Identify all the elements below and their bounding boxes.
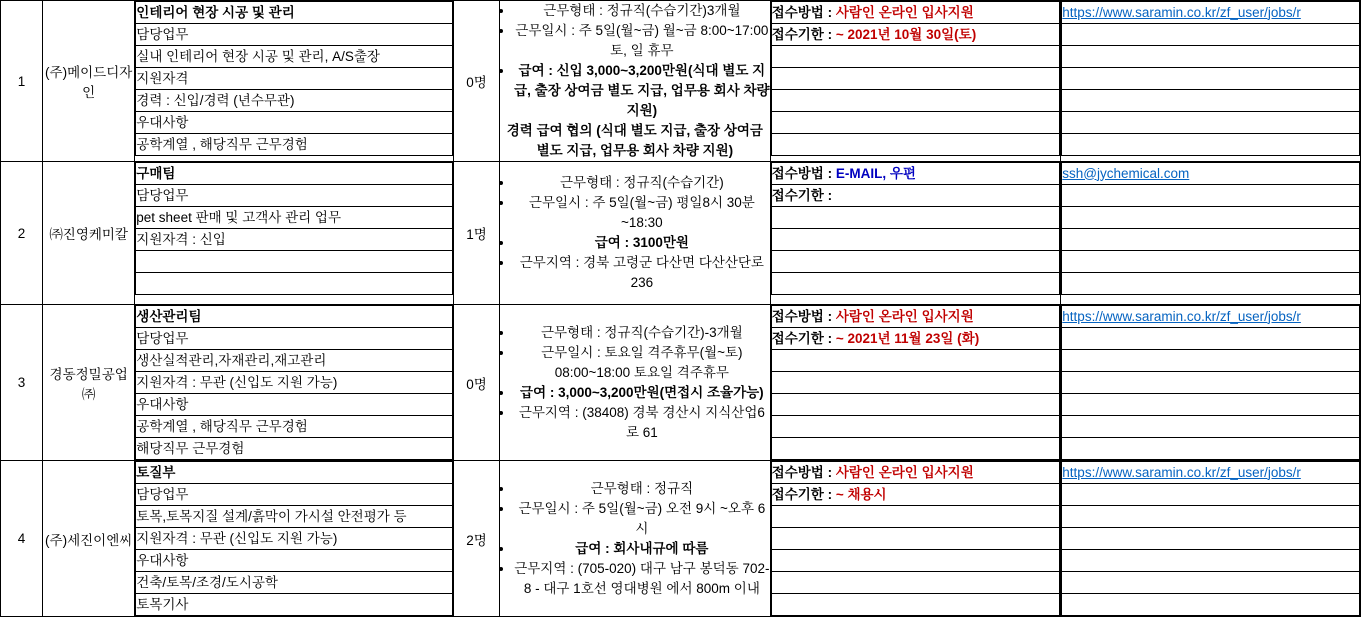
apply-line (771, 506, 1060, 528)
work-condition-item: • 급여 : 3,000~3,200만원(면접시 조율가능) (514, 383, 770, 403)
empty-link-line (1062, 372, 1360, 394)
work-condition-item: • 근무지역 : (38408) 경북 경산시 지식산업6로 61 (514, 403, 770, 443)
job-detail-cell (135, 461, 454, 617)
apply-line (771, 229, 1060, 251)
apply-label: 접수기한 : (771, 187, 833, 203)
company-name: ㈜진영케미칼 (43, 162, 135, 305)
job-detail-line: 토질부 (136, 462, 453, 484)
job-detail-cell (135, 305, 454, 461)
work-condition-item: • 근무형태 : 정규직(수습기간) (514, 173, 770, 193)
hiring-count: 2명 (453, 461, 499, 617)
company-name: (주)세진이엔씨 (43, 461, 135, 617)
work-conditions-cell (500, 461, 771, 617)
work-condition-item: • 근무일시 : 토요일 격주휴무(월~토) 08:00~18:00 토요일 격주휴무 (514, 343, 770, 383)
empty-link-line (1062, 90, 1360, 112)
job-detail-line: 토목,토목지질 설계/흙막이 가시설 안전평가 등 (136, 506, 453, 528)
apply-line (771, 90, 1060, 112)
apply-line (771, 24, 1060, 46)
work-condition-note: 경력 급여 협의 (식대 별도 지급, 출장 상여금 별도 지급, 업무용 회사 차량 지원) (506, 123, 763, 158)
apply-line (771, 394, 1060, 416)
apply-line (771, 350, 1060, 372)
row-number: 2 (1, 162, 43, 305)
apply-value: 사람인 온라인 입사지원 (835, 464, 974, 480)
job-detail-line: 우대사항 (136, 394, 453, 416)
apply-line (771, 163, 1060, 185)
work-conditions-cell (500, 1, 771, 162)
job-detail-line: 지원자격 (136, 68, 453, 90)
empty-link-line (1062, 24, 1360, 46)
apply-label: 접수기한 : (771, 486, 836, 502)
empty-link-line (1062, 112, 1360, 134)
job-detail-line: 생산관리팀 (136, 306, 453, 328)
apply-line (771, 112, 1060, 134)
apply-value: 사람인 온라인 입사지원 (835, 308, 974, 324)
apply-line (771, 438, 1060, 460)
empty-link-line (1062, 207, 1360, 229)
apply-line (771, 251, 1060, 273)
job-detail-line: 공학계열 , 해당직무 근무경험 (136, 134, 453, 156)
empty-link-line (1062, 438, 1360, 460)
job-detail-line (136, 251, 453, 273)
work-conditions-cell (500, 305, 771, 461)
empty-link-line (1062, 550, 1360, 572)
work-condition-item: • 근무지역 : 경북 고령군 다산면 다산산단로 236 (514, 253, 770, 293)
job-detail-cell (135, 162, 454, 305)
empty-link-line (1062, 594, 1360, 616)
apply-value: ~ 2021년 10월 30일(토) (835, 26, 977, 42)
job-detail-line: 우대사항 (136, 550, 453, 572)
empty-link-line (1062, 68, 1360, 90)
apply-link-cell[interactable] (1061, 461, 1361, 617)
apply-method-cell (770, 461, 1061, 617)
company-name: (주)메이드디자인 (43, 1, 135, 162)
job-detail-line: 해당직무 근무경험 (136, 438, 453, 460)
apply-label: 접수방법 : (771, 464, 836, 480)
apply-label: 접수기한 : (771, 330, 836, 346)
apply-line (771, 134, 1060, 156)
job-detail-line: 지원자격 : 무관 (신입도 지원 가능) (136, 528, 453, 550)
company-name: 경동정밀공업㈜ (43, 305, 135, 461)
apply-line (771, 416, 1060, 438)
job-detail-line (136, 273, 453, 295)
apply-link-cell[interactable] (1061, 305, 1361, 461)
job-detail-line: 구매팀 (136, 163, 453, 185)
work-condition-item: • 근무지역 : (705-020) 대구 남구 봉덕동 702-8 - 대구 1호선 영대병원 에서 800m 이내 (514, 559, 770, 599)
job-detail-line: 담당업무 (136, 328, 453, 350)
hiring-count: 0명 (453, 1, 499, 162)
apply-line (771, 528, 1060, 550)
apply-line (771, 273, 1060, 295)
job-detail-line: 담당업무 (136, 484, 453, 506)
apply-url-link[interactable]: https://www.saramin.co.kr/zf_user/jobs/r (1062, 4, 1301, 20)
apply-line (771, 572, 1060, 594)
hiring-count: 0명 (453, 305, 499, 461)
apply-value: ~ 채용시 (835, 486, 887, 502)
empty-link-line (1062, 229, 1360, 251)
work-condition-item: • 근무일시 : 주 5일(월~금) 월~금 8:00~17:00 토, 일 휴무 (514, 21, 770, 61)
apply-value: ~ 2021년 11월 23일 (화) (835, 330, 980, 346)
empty-link-line (1062, 273, 1360, 295)
row-number: 3 (1, 305, 43, 461)
apply-method-cell (770, 1, 1061, 162)
apply-line (771, 462, 1060, 484)
apply-line (771, 2, 1060, 24)
work-condition-item: • 급여 : 신입 3,000~3,200만원(식대 별도 지급, 출장 상여금 별도 지급, 업무용 회사 차량 지원) (514, 61, 770, 121)
job-detail-line: 토목기사 (136, 594, 453, 616)
job-detail-line: 경력 : 신입/경력 (년수무관) (136, 90, 453, 112)
apply-label: 접수기한 : (771, 26, 836, 42)
apply-line (771, 594, 1060, 616)
empty-link-line (1062, 416, 1360, 438)
empty-link-line (1062, 350, 1360, 372)
table-row (1, 461, 1361, 617)
empty-link-line (1062, 185, 1360, 207)
table-row (1, 162, 1361, 305)
work-condition-item: • 근무형태 : 정규직 (514, 479, 770, 499)
job-detail-line: 건축/토목/조경/도시공학 (136, 572, 453, 594)
apply-line (771, 372, 1060, 394)
empty-link-line (1062, 46, 1360, 68)
job-detail-line: 실내 인테리어 현장 시공 및 관리, A/S출장 (136, 46, 453, 68)
job-detail-cell (135, 1, 454, 162)
job-detail-line: 우대사항 (136, 112, 453, 134)
apply-method-cell (770, 305, 1061, 461)
apply-value: 사람인 온라인 입사지원 (835, 4, 974, 20)
apply-line (771, 68, 1060, 90)
apply-url-link[interactable]: https://www.saramin.co.kr/zf_user/jobs/r (1062, 308, 1301, 324)
apply-line (771, 46, 1060, 68)
job-detail-line: 담당업무 (136, 24, 453, 46)
empty-link-line (1062, 251, 1360, 273)
empty-link-line (1062, 506, 1360, 528)
job-detail-line: 인테리어 현장 시공 및 관리 (136, 2, 453, 24)
empty-link-line (1062, 484, 1360, 506)
apply-url-link[interactable]: https://www.saramin.co.kr/zf_user/jobs/r (1062, 464, 1301, 480)
apply-label: 접수방법 : (771, 4, 836, 20)
row-number: 1 (1, 1, 43, 162)
table-row (1, 1, 1361, 162)
empty-link-line (1062, 394, 1360, 416)
table-row (1, 305, 1361, 461)
apply-url-link[interactable]: ssh@jychemical.com (1062, 165, 1190, 181)
empty-link-line (1062, 328, 1360, 350)
job-detail-line: 지원자격 : 신입 (136, 229, 453, 251)
apply-line (771, 306, 1060, 328)
job-detail-line: 지원자격 : 무관 (신입도 지원 가능) (136, 372, 453, 394)
apply-label: 접수방법 : (771, 165, 836, 181)
hiring-count: 1명 (453, 162, 499, 305)
apply-label: 접수방법 : (771, 308, 836, 324)
work-condition-item: • 근무일시 : 주 5일(월~금) 오전 9시 ~오후 6시 (514, 499, 770, 539)
apply-link-cell[interactable] (1061, 162, 1361, 305)
apply-line (771, 328, 1060, 350)
job-detail-line: 공학계열 , 해당직무 근무경험 (136, 416, 453, 438)
work-condition-item: • 근무일시 : 주 5일(월~금) 평일8시 30분~18:30 (514, 193, 770, 233)
apply-line (771, 185, 1060, 207)
apply-line (771, 484, 1060, 506)
empty-link-line (1062, 134, 1360, 156)
row-number: 4 (1, 461, 43, 617)
work-condition-item: • 근무형태 : 정규직(수습기간)-3개월 (514, 323, 770, 343)
work-condition-item: • 급여 : 3100만원 (514, 233, 770, 253)
apply-value: E-MAIL, 우편 (835, 165, 916, 181)
apply-line (771, 550, 1060, 572)
job-detail-line: 생산실적관리,자재관리,재고관리 (136, 350, 453, 372)
work-condition-item: • 근무형태 : 정규직(수습기간)3개월 (514, 1, 770, 21)
apply-link-cell[interactable] (1061, 1, 1361, 162)
job-detail-line: 담당업무 (136, 185, 453, 207)
work-condition-item: • 급여 : 회사내규에 따름 (514, 539, 770, 559)
empty-link-line (1062, 572, 1360, 594)
work-conditions-cell (500, 162, 771, 305)
apply-method-cell (770, 162, 1061, 305)
job-detail-line: pet sheet 판매 및 고객사 관리 업무 (136, 207, 453, 229)
empty-link-line (1062, 528, 1360, 550)
apply-line (771, 207, 1060, 229)
